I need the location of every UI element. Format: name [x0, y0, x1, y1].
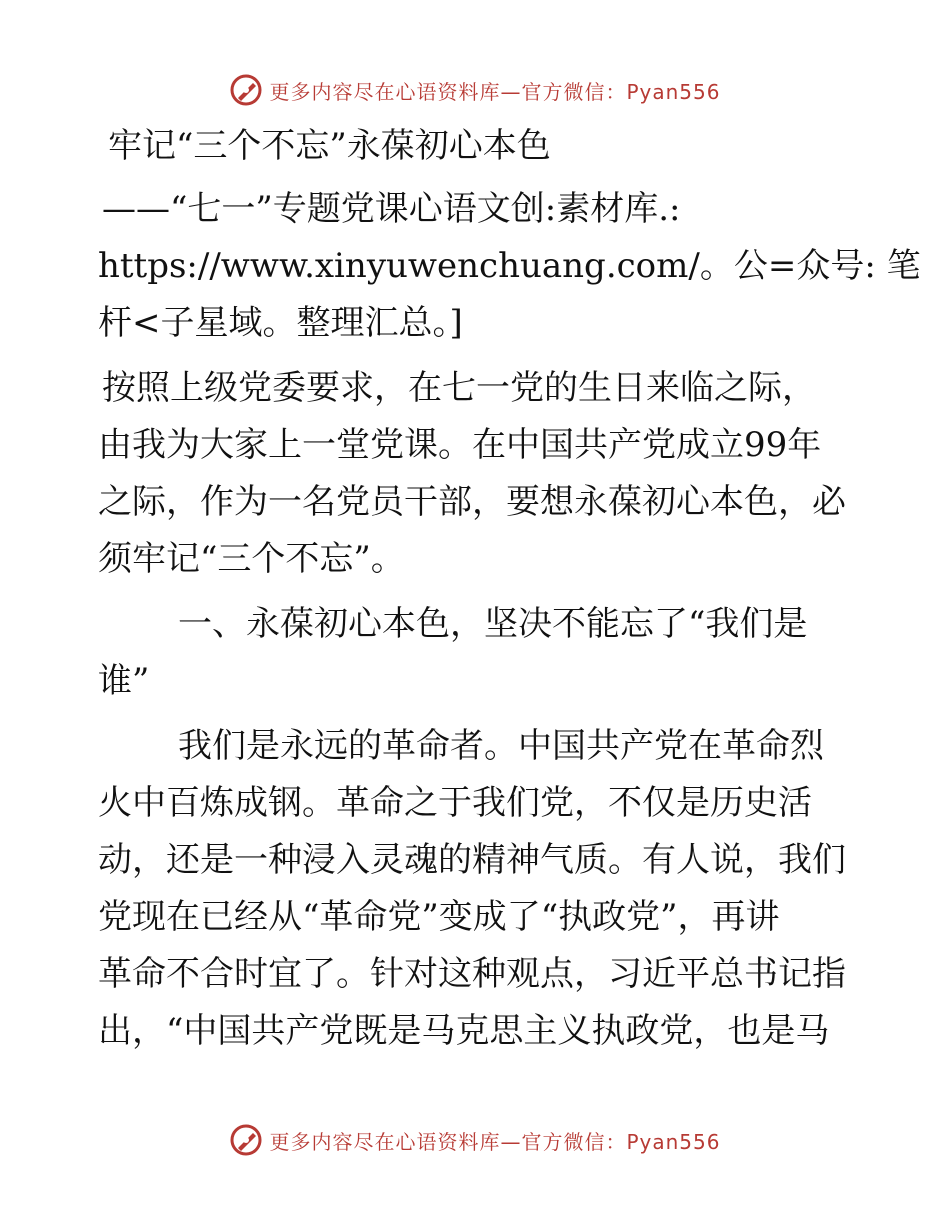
body-line: 我们是永远的革命者。中国共产党在革命烈: [178, 726, 824, 766]
section-heading: 一、永葆初心本色，坚决不能忘了“我们是: [178, 604, 808, 644]
intro-line: 须牢记“三个不忘”。: [98, 539, 405, 579]
body-line: 党现在已经从“革命党”变成了“执政党”，再讲: [98, 897, 780, 937]
body-line: 火中百炼成钢。革命之于我们党，不仅是历史活: [98, 783, 812, 823]
document-body: [98, 118, 921, 1060]
watermark-text: 更多内容尽在心语资料库—官方微信：Pyan556: [269, 79, 721, 104]
intro-line: 之际，作为一名党员干部，要想永葆初心本色，必: [98, 482, 846, 522]
body-line: 出，“中国共产党既是马克思主义执政党，也是马: [98, 1011, 830, 1051]
subtitle-line: https://www.xinyuwenchuang.com/。公=众号: 笔: [98, 246, 921, 286]
body-line: 动，还是一种浸入灵魂的精神气质。有人说，我们: [98, 840, 846, 880]
pen-seal-logo-icon: [229, 73, 263, 107]
subtitle-line: ——“七一”专题党课心语文创:素材库.:: [102, 189, 681, 229]
footer-watermark: [0, 1120, 950, 1160]
watermark-text: 更多内容尽在心语资料库—官方微信：Pyan556: [269, 1129, 721, 1154]
intro-line: 按照上级党委要求，在七一党的生日来临之际，: [102, 368, 816, 408]
subtitle-line: 杆<子星域。整理汇总。]: [98, 303, 463, 343]
pen-seal-logo-icon: [229, 1123, 263, 1157]
header-watermark: [0, 70, 950, 110]
section-heading: 谁”: [98, 661, 150, 701]
intro-line: 由我为大家上一堂党课。在中国共产党成立99年: [98, 425, 822, 465]
body-line: 革命不合时宜了。针对这种观点，习近平总书记指: [98, 954, 846, 994]
document-title: 牢记“三个不忘”永葆初心本色: [108, 126, 551, 166]
